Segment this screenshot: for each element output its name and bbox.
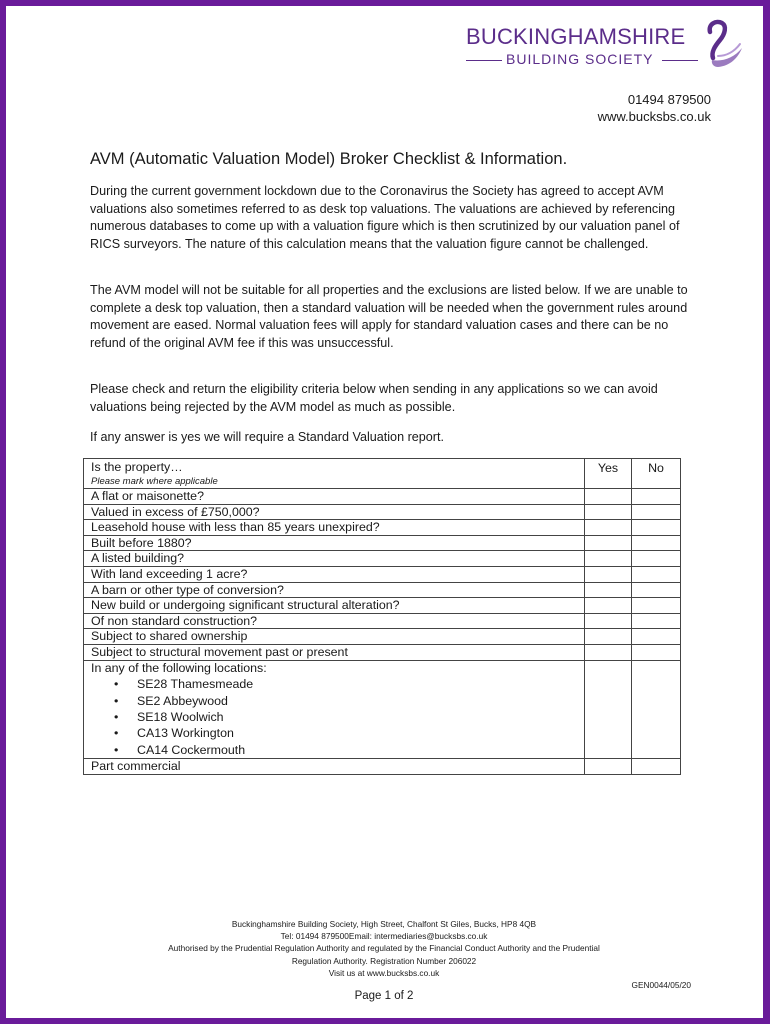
- brand-rule-right: [662, 60, 698, 61]
- header-hint: Please mark where applicable: [91, 476, 218, 487]
- yes-checkbox-cell[interactable]: [585, 582, 632, 598]
- yes-checkbox-cell[interactable]: [585, 629, 632, 645]
- row-label: With land exceeding 1 acre?: [84, 566, 585, 582]
- row-label: A listed building?: [84, 551, 585, 567]
- table-row: [84, 535, 681, 551]
- table-row: [84, 613, 681, 629]
- row-label: Of non standard construction?: [84, 613, 585, 629]
- yes-checkbox-cell[interactable]: [585, 535, 632, 551]
- requirement-paragraph: If any answer is yes we will require a Standard Valuation report.: [90, 430, 444, 444]
- header-question-cell: [84, 459, 585, 489]
- table-row-locations: [84, 660, 681, 759]
- header-label: Is the property…: [91, 460, 183, 474]
- swan-logo-icon: [698, 18, 748, 70]
- yes-checkbox-cell[interactable]: [585, 551, 632, 567]
- no-checkbox-cell[interactable]: [632, 598, 681, 614]
- row-label: New build or undergoing significant structural alteration?: [84, 598, 585, 614]
- table-row: [84, 566, 681, 582]
- yes-checkbox-cell[interactable]: [585, 598, 632, 614]
- yes-checkbox-cell[interactable]: [585, 613, 632, 629]
- location-item: • CA13 Workington: [137, 725, 584, 741]
- footer-regulation: Authorised by the Prudential Regulation Authority and regulated by the Financial Conduct Authority and the Prudential: [168, 943, 600, 954]
- location-item: • SE28 Thamesmeade: [137, 676, 584, 692]
- contact-phone: 01494 879500: [627, 92, 711, 107]
- table-row: [84, 520, 681, 536]
- locations-label: In any of the following locations:: [91, 660, 267, 675]
- table-row: [84, 598, 681, 614]
- yes-checkbox-cell[interactable]: [585, 489, 632, 505]
- row-label: Built before 1880?: [84, 535, 585, 551]
- no-checkbox-cell[interactable]: [632, 582, 681, 598]
- exclusions-paragraph: The AVM model will not be suitable for all properties and the exclusions are listed below. If we are unable to complete a desk top valuation, then a standard valuation will be needed when the government rules around movement are eased. Normal valuation fees will apply for standard valuation cases and there can be no refund of the original AVM fee if this was unsuccessful.: [90, 283, 688, 350]
- no-checkbox-cell[interactable]: [632, 504, 681, 520]
- row-label: Part commercial: [84, 759, 585, 775]
- instructions-paragraph: Please check and return the eligibility criteria below when sending in any applications so we can avoid valuations being rejected by the AVM model as much as possible.: [90, 382, 658, 414]
- row-label: Leasehold house with less than 85 years unexpired?: [84, 520, 585, 536]
- table-row: [84, 504, 681, 520]
- table-row: [84, 644, 681, 660]
- brand-logo: [466, 18, 756, 73]
- no-checkbox-cell[interactable]: [632, 566, 681, 582]
- table-row: [84, 759, 681, 775]
- footer-contact: Tel: 01494 879500Email: intermediaries@bucksbs.co.uk: [280, 931, 488, 942]
- intro-paragraph: During the current government lockdown due to the Coronavirus the Society has agreed to accept AVM valuations also sometimes referred to as desk top valuations. The valuations are achieved by referencing numerous databases to come up with a valuation figure which is then scrutinized by our valuation panel of RICS surveyors. The nature of this calculation means that the valuation figure cannot be challenged.: [90, 184, 680, 251]
- location-item: • SE2 Abbeywood: [137, 693, 584, 709]
- table-row: [84, 582, 681, 598]
- header-yes: Yes: [585, 459, 632, 489]
- no-checkbox-cell[interactable]: [632, 535, 681, 551]
- page-title: AVM (Automatic Valuation Model) Broker Checklist & Information.: [90, 150, 568, 168]
- no-checkbox-cell[interactable]: [632, 613, 681, 629]
- row-label: Valued in excess of £750,000?: [84, 504, 585, 520]
- no-checkbox-cell[interactable]: [632, 520, 681, 536]
- table-header-row: [84, 459, 681, 489]
- yes-checkbox-cell[interactable]: [585, 660, 632, 759]
- footer-website: Visit us at www.bucksbs.co.uk: [328, 967, 440, 978]
- locations-list: [91, 676, 584, 758]
- yes-checkbox-cell[interactable]: [585, 644, 632, 660]
- row-label: A barn or other type of conversion?: [84, 582, 585, 598]
- yes-checkbox-cell[interactable]: [585, 520, 632, 536]
- location-item: • CA14 Cockermouth: [137, 742, 584, 758]
- locations-cell: [84, 660, 585, 759]
- yes-checkbox-cell[interactable]: [585, 759, 632, 775]
- no-checkbox-cell[interactable]: [632, 660, 681, 759]
- brand-subtitle: BUILDING SOCIETY: [506, 51, 654, 67]
- document-reference: GEN0044/05/20: [631, 980, 691, 990]
- no-checkbox-cell[interactable]: [632, 644, 681, 660]
- footer-address: Buckinghamshire Building Society, High Street, Chalfont St Giles, Bucks, HP8 4QB: [231, 919, 537, 929]
- no-checkbox-cell[interactable]: [632, 629, 681, 645]
- eligibility-table: [83, 458, 681, 775]
- contact-web[interactable]: www.bucksbs.co.uk: [597, 109, 711, 124]
- contact-block: [598, 91, 711, 125]
- footer: [6, 918, 762, 979]
- yes-checkbox-cell[interactable]: [585, 566, 632, 582]
- no-checkbox-cell[interactable]: [632, 489, 681, 505]
- location-item: • SE18 Woolwich: [137, 709, 584, 725]
- table-row: [84, 551, 681, 567]
- row-label: A flat or maisonette?: [84, 489, 585, 505]
- header-no: No: [632, 459, 681, 489]
- brand-rule-left: [466, 60, 502, 61]
- row-label: Subject to shared ownership: [84, 629, 585, 645]
- page-number: Page 1 of 2: [354, 990, 414, 1002]
- yes-checkbox-cell[interactable]: [585, 504, 632, 520]
- no-checkbox-cell[interactable]: [632, 759, 681, 775]
- no-checkbox-cell[interactable]: [632, 551, 681, 567]
- table-row: [84, 489, 681, 505]
- brand-subtitle-wrap: [466, 51, 698, 69]
- row-label: Subject to structural movement past or present: [84, 644, 585, 660]
- table-row: [84, 629, 681, 645]
- footer-registration: Regulation Authority. Registration Number 206022: [291, 955, 477, 966]
- brand-name: BUCKINGHAMSHIRE: [466, 24, 686, 49]
